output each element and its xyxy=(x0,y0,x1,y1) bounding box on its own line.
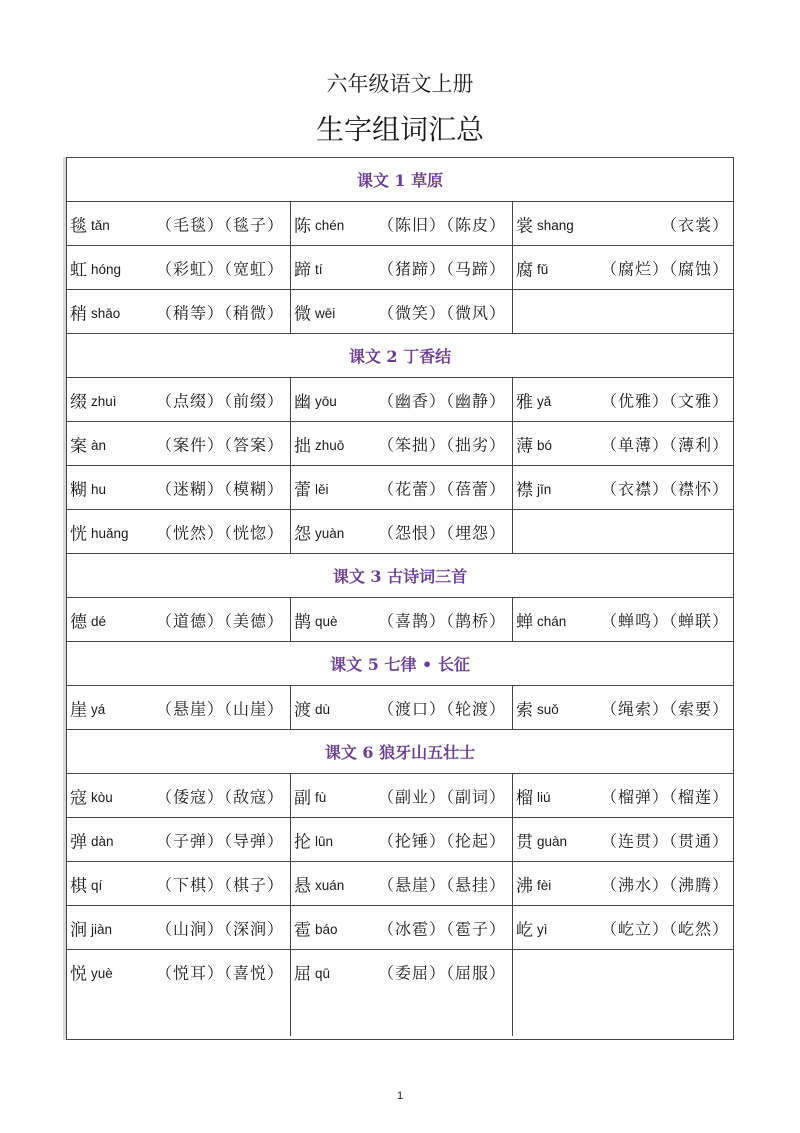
pinyin: yuàn xyxy=(315,526,345,541)
table-row xyxy=(67,422,733,466)
character: 榴 xyxy=(516,788,533,809)
word-pairs: （副业）（副词） xyxy=(377,787,506,807)
pinyin: qū xyxy=(315,966,331,981)
character: 贯 xyxy=(516,832,533,853)
pinyin: yuè xyxy=(91,966,113,981)
table-row xyxy=(67,466,733,510)
pinyin: bó xyxy=(537,438,553,453)
character: 襟 xyxy=(516,480,533,501)
pinyin: àn xyxy=(91,438,107,453)
vocab-cell xyxy=(291,466,513,509)
word-pairs: （冰雹）（雹子） xyxy=(377,919,506,939)
vocab-cell xyxy=(291,422,513,465)
table-row xyxy=(67,246,733,290)
vocab-cell xyxy=(67,378,291,421)
pinyin: dàn xyxy=(91,834,114,849)
character: 缀 xyxy=(70,392,87,413)
table-row xyxy=(67,378,733,422)
pinyin: qí xyxy=(91,878,103,893)
lesson-header: 课文 3 古诗词三首 xyxy=(67,554,733,598)
character: 虹 xyxy=(70,260,87,281)
pinyin: fù xyxy=(315,790,327,805)
word-pairs: （悦耳）（喜悦） xyxy=(155,963,284,983)
pinyin: yōu xyxy=(315,394,337,409)
vocab-cell xyxy=(513,202,735,245)
word-pairs: （蝉鸣）（蝉联） xyxy=(600,611,729,631)
vocabulary-table xyxy=(66,157,734,1040)
character: 毯 xyxy=(70,216,87,237)
vocab-cell xyxy=(291,246,513,289)
character: 崖 xyxy=(70,700,87,721)
vocab-cell xyxy=(67,862,291,905)
vocab-cell xyxy=(513,906,735,949)
vocab-cell xyxy=(67,466,291,509)
vocab-cell xyxy=(291,906,513,949)
character: 沸 xyxy=(516,876,533,897)
word-pairs: （彩虹）（宽虹） xyxy=(155,259,284,279)
vocab-cell xyxy=(67,950,291,1036)
word-pairs: （花蕾）（蓓蕾） xyxy=(377,479,506,499)
vocab-cell xyxy=(291,202,513,245)
vocab-cell xyxy=(67,246,291,289)
vocab-cell xyxy=(513,422,735,465)
pinyin: tǎn xyxy=(91,218,110,233)
pinyin: zhuì xyxy=(91,394,117,409)
character: 涧 xyxy=(70,920,87,941)
vocab-cell xyxy=(513,818,735,861)
character: 裳 xyxy=(516,216,533,237)
character: 雅 xyxy=(516,392,533,413)
character: 棋 xyxy=(70,876,87,897)
character: 幽 xyxy=(294,392,311,413)
vocab-cell xyxy=(67,818,291,861)
character: 鹊 xyxy=(294,612,311,633)
pinyin: suǒ xyxy=(537,702,559,717)
pinyin: tí xyxy=(315,262,323,277)
character: 案 xyxy=(70,436,87,457)
character: 拙 xyxy=(294,436,311,457)
vocab-cell xyxy=(291,510,513,553)
character: 怨 xyxy=(294,524,311,545)
pinyin: dù xyxy=(315,702,331,717)
word-pairs: （稍等）（稍微） xyxy=(155,303,284,323)
pinyin: hóng xyxy=(91,262,122,277)
table-row xyxy=(67,906,733,950)
lesson-header: 课文 6 狼牙山五壮士 xyxy=(67,730,733,774)
character: 糊 xyxy=(70,480,87,501)
table-row xyxy=(67,818,733,862)
word-pairs: （倭寇）（敌寇） xyxy=(155,787,284,807)
pinyin: liú xyxy=(537,790,551,805)
character: 屈 xyxy=(294,964,311,985)
vocab-cell xyxy=(513,378,735,421)
pinyin: yǎ xyxy=(537,394,552,409)
word-pairs: （山涧）（深涧） xyxy=(155,919,284,939)
character: 副 xyxy=(294,788,311,809)
vocab-cell xyxy=(67,774,291,817)
word-pairs: （抡锤）（抡起） xyxy=(377,831,506,851)
lesson-header: 课文 5 七律 • 长征 xyxy=(67,642,733,686)
vocab-cell xyxy=(513,774,735,817)
word-pairs: （微笑）（微风） xyxy=(377,303,506,323)
pinyin: shāo xyxy=(91,306,121,321)
pinyin: wēi xyxy=(315,306,336,321)
lesson-header: 课文 2 丁香结 xyxy=(67,334,733,378)
word-pairs: （下棋）（棋子） xyxy=(155,875,284,895)
pinyin: chén xyxy=(315,218,345,233)
table-row xyxy=(67,290,733,334)
pinyin: shang xyxy=(537,218,574,233)
vocab-cell xyxy=(513,466,735,509)
character: 恍 xyxy=(70,524,87,545)
character: 蕾 xyxy=(294,480,311,501)
character: 腐 xyxy=(516,260,533,281)
vocab-cell xyxy=(67,202,291,245)
vocab-cell xyxy=(513,510,735,553)
vocab-cell xyxy=(291,774,513,817)
pinyin: fǔ xyxy=(537,262,549,277)
lesson-header: 课文 1 草原 xyxy=(67,158,733,202)
word-pairs: （恍然）（恍惚） xyxy=(155,523,284,543)
word-pairs: （衣襟）（襟怀） xyxy=(600,479,729,499)
character: 寇 xyxy=(70,788,87,809)
pinyin: guàn xyxy=(537,834,568,849)
vocab-cell xyxy=(291,950,513,1036)
word-pairs: （单薄）（薄利） xyxy=(600,435,729,455)
word-pairs: （渡口）（轮渡） xyxy=(377,699,506,719)
word-pairs: （绳索）（索要） xyxy=(600,699,729,719)
word-pairs: （衣裳） xyxy=(660,215,729,235)
pinyin: lūn xyxy=(315,834,334,849)
vocab-cell xyxy=(291,686,513,729)
vocab-cell xyxy=(67,906,291,949)
page-number: 1 xyxy=(396,1090,404,1102)
pinyin: fèi xyxy=(537,878,552,893)
pinyin: yá xyxy=(91,702,106,717)
word-pairs: （沸水）（沸腾） xyxy=(600,875,729,895)
character: 蹄 xyxy=(294,260,311,281)
word-pairs: （子弹）（导弹） xyxy=(155,831,284,851)
table-row xyxy=(67,950,733,1036)
character: 稍 xyxy=(70,304,87,325)
page-subtitle: 生字组词汇总 xyxy=(315,113,484,146)
word-pairs: （屹立）（屹然） xyxy=(600,919,729,939)
character: 薄 xyxy=(516,436,533,457)
character: 弹 xyxy=(70,832,87,853)
character: 悦 xyxy=(70,964,87,985)
word-pairs: （毛毯）（毯子） xyxy=(155,215,284,235)
pinyin: lěi xyxy=(315,482,329,497)
character: 雹 xyxy=(294,920,311,941)
vocab-cell xyxy=(291,378,513,421)
vocab-cell xyxy=(67,598,291,641)
vocab-cell xyxy=(67,290,291,333)
pinyin: chán xyxy=(537,614,567,629)
pinyin: jīn xyxy=(537,482,552,497)
word-pairs: （连贯）（贯通） xyxy=(600,831,729,851)
vocab-cell xyxy=(291,290,513,333)
character: 陈 xyxy=(294,216,311,237)
pinyin: kòu xyxy=(91,790,113,805)
vocab-cell xyxy=(67,686,291,729)
pinyin: hu xyxy=(91,482,107,497)
word-pairs: （道德）（美德） xyxy=(155,611,284,631)
vocab-cell xyxy=(67,422,291,465)
character: 屹 xyxy=(516,920,533,941)
vocab-cell xyxy=(513,598,735,641)
character: 索 xyxy=(516,700,533,721)
vocab-cell xyxy=(513,290,735,333)
vocab-cell xyxy=(291,818,513,861)
vocab-cell xyxy=(291,598,513,641)
character: 渡 xyxy=(294,700,311,721)
pinyin: báo xyxy=(315,922,338,937)
table-row xyxy=(67,598,733,642)
word-pairs: （悬崖）（山崖） xyxy=(155,699,284,719)
pinyin: xuán xyxy=(315,878,345,893)
word-pairs: （陈旧）（陈皮） xyxy=(377,215,506,235)
word-pairs: （委屈）（屈服） xyxy=(377,963,506,983)
vocab-cell xyxy=(513,862,735,905)
vocab-cell xyxy=(67,510,291,553)
table-row xyxy=(67,686,733,730)
word-pairs: （点缀）（前缀） xyxy=(155,391,284,411)
pinyin: huǎng xyxy=(91,526,129,541)
pinyin: què xyxy=(315,614,338,629)
pinyin: dé xyxy=(91,614,107,629)
page-title: 六年级语文上册 xyxy=(326,72,474,96)
vocab-cell xyxy=(513,686,735,729)
table-row xyxy=(67,774,733,818)
word-pairs: （悬崖）（悬挂） xyxy=(377,875,506,895)
character: 蝉 xyxy=(516,612,533,633)
pinyin: yì xyxy=(537,922,548,937)
character: 抡 xyxy=(294,832,311,853)
word-pairs: （怨恨）（埋怨） xyxy=(377,523,506,543)
character: 微 xyxy=(294,304,311,325)
word-pairs: （腐烂）（腐蚀） xyxy=(600,259,729,279)
word-pairs: （迷糊）（模糊） xyxy=(155,479,284,499)
vocab-cell xyxy=(291,862,513,905)
character: 德 xyxy=(70,612,87,633)
word-pairs: （优雅）（文雅） xyxy=(600,391,729,411)
word-pairs: （幽香）（幽静） xyxy=(377,391,506,411)
table-row xyxy=(67,202,733,246)
word-pairs: （猪蹄）（马蹄） xyxy=(377,259,506,279)
vocab-cell xyxy=(513,246,735,289)
word-pairs: （喜鹊）（鹊桥） xyxy=(377,611,506,631)
vocab-cell xyxy=(513,950,735,1036)
pinyin: jiàn xyxy=(91,922,113,937)
pinyin: zhuō xyxy=(315,438,345,453)
table-row xyxy=(67,510,733,554)
table-row xyxy=(67,862,733,906)
word-pairs: （榴弹）（榴莲） xyxy=(600,787,729,807)
word-pairs: （案件）（答案） xyxy=(155,435,284,455)
character: 悬 xyxy=(294,876,311,897)
word-pairs: （笨拙）（拙劣） xyxy=(377,435,506,455)
